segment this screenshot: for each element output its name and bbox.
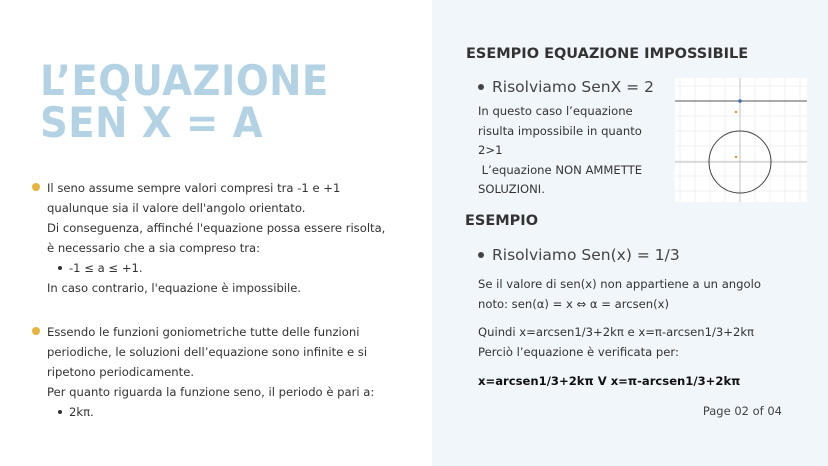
sub-list bbox=[47, 258, 412, 278]
slide-title bbox=[40, 56, 329, 147]
example1-line: SOLUZIONI. bbox=[478, 182, 545, 196]
graph-point bbox=[735, 111, 737, 113]
title-line-1: L’EQUAZIONE bbox=[40, 56, 329, 105]
unit-circle-graph bbox=[675, 78, 807, 202]
bullet-dot-icon bbox=[32, 327, 40, 335]
bullet-text: Di conseguenza, affinché l'equazione possa essere risolta, bbox=[47, 221, 386, 235]
example2-subtitle-text: Risolviamo Sen(x) = 1/3 bbox=[492, 246, 680, 264]
graph-point bbox=[738, 99, 742, 103]
bullet-dot-icon bbox=[478, 84, 484, 90]
page-number: Page 02 of 04 bbox=[702, 404, 782, 418]
right-panel bbox=[432, 0, 828, 466]
example1-line: 2>1 bbox=[478, 143, 503, 157]
example2-text bbox=[478, 323, 798, 362]
bullet-text: ripetono periodicamente. bbox=[47, 365, 195, 379]
bullet-text: qualunque sia il valore dell'angolo orientato. bbox=[47, 201, 306, 215]
bullet-text: è necessario che a sia compreso tra: bbox=[47, 241, 261, 255]
bullet-range bbox=[32, 178, 412, 298]
example1-subtitle bbox=[478, 78, 654, 96]
example1-line: L’equazione NON AMMETTE bbox=[478, 162, 643, 177]
graph-point bbox=[735, 156, 737, 158]
bullet-period bbox=[32, 322, 412, 422]
example2-line: Se il valore di sen(x) non appartiene a un angolo bbox=[478, 277, 761, 291]
list-item: -1 ≤ a ≤ +1. bbox=[69, 258, 412, 278]
example2-subtitle bbox=[478, 246, 680, 264]
example2-heading: ESEMPIO bbox=[465, 213, 539, 229]
example2-solution: x=arcsen1/3+2kπ V x=π-arcsen1/3+2kπ bbox=[478, 374, 741, 388]
bullet-dot-icon bbox=[478, 252, 484, 258]
example2-text bbox=[478, 275, 798, 314]
title-line-2: SEN X = A bbox=[40, 98, 264, 147]
example1-line: In questo caso l’equazione bbox=[478, 104, 633, 118]
example1-heading: ESEMPIO EQUAZIONE IMPOSSIBILE bbox=[466, 46, 749, 62]
bullet-text: periodiche, le soluzioni dell’equazione sono infinite e si bbox=[47, 345, 368, 359]
bullet-text: Il seno assume sempre valori compresi tra -1 e +1 bbox=[47, 181, 341, 195]
bullet-text: Essendo le funzioni goniometriche tutte delle funzioni bbox=[47, 325, 360, 339]
bullet-dot-icon bbox=[32, 183, 40, 191]
example2-line: noto: sen(α) = x ⇔ α = arcsen(x) bbox=[478, 296, 670, 311]
example1-text bbox=[478, 102, 668, 200]
list-item: 2kπ. bbox=[69, 402, 412, 422]
example2-line: Perciò l’equazione è verificata per: bbox=[478, 344, 679, 359]
example1-line: risulta impossibile in quanto bbox=[478, 123, 642, 138]
bullet-text: Per quanto riguarda la funzione seno, il periodo è pari a: bbox=[47, 385, 375, 399]
example1-subtitle-text: Risolviamo SenX = 2 bbox=[492, 78, 654, 96]
example2-line: Quindi x=arcsen1/3+2kπ e x=π-arcsen1/3+2kπ bbox=[478, 325, 755, 339]
sub-list bbox=[47, 402, 412, 422]
bullet-text: In caso contrario, l'equazione è impossibile. bbox=[47, 281, 302, 295]
